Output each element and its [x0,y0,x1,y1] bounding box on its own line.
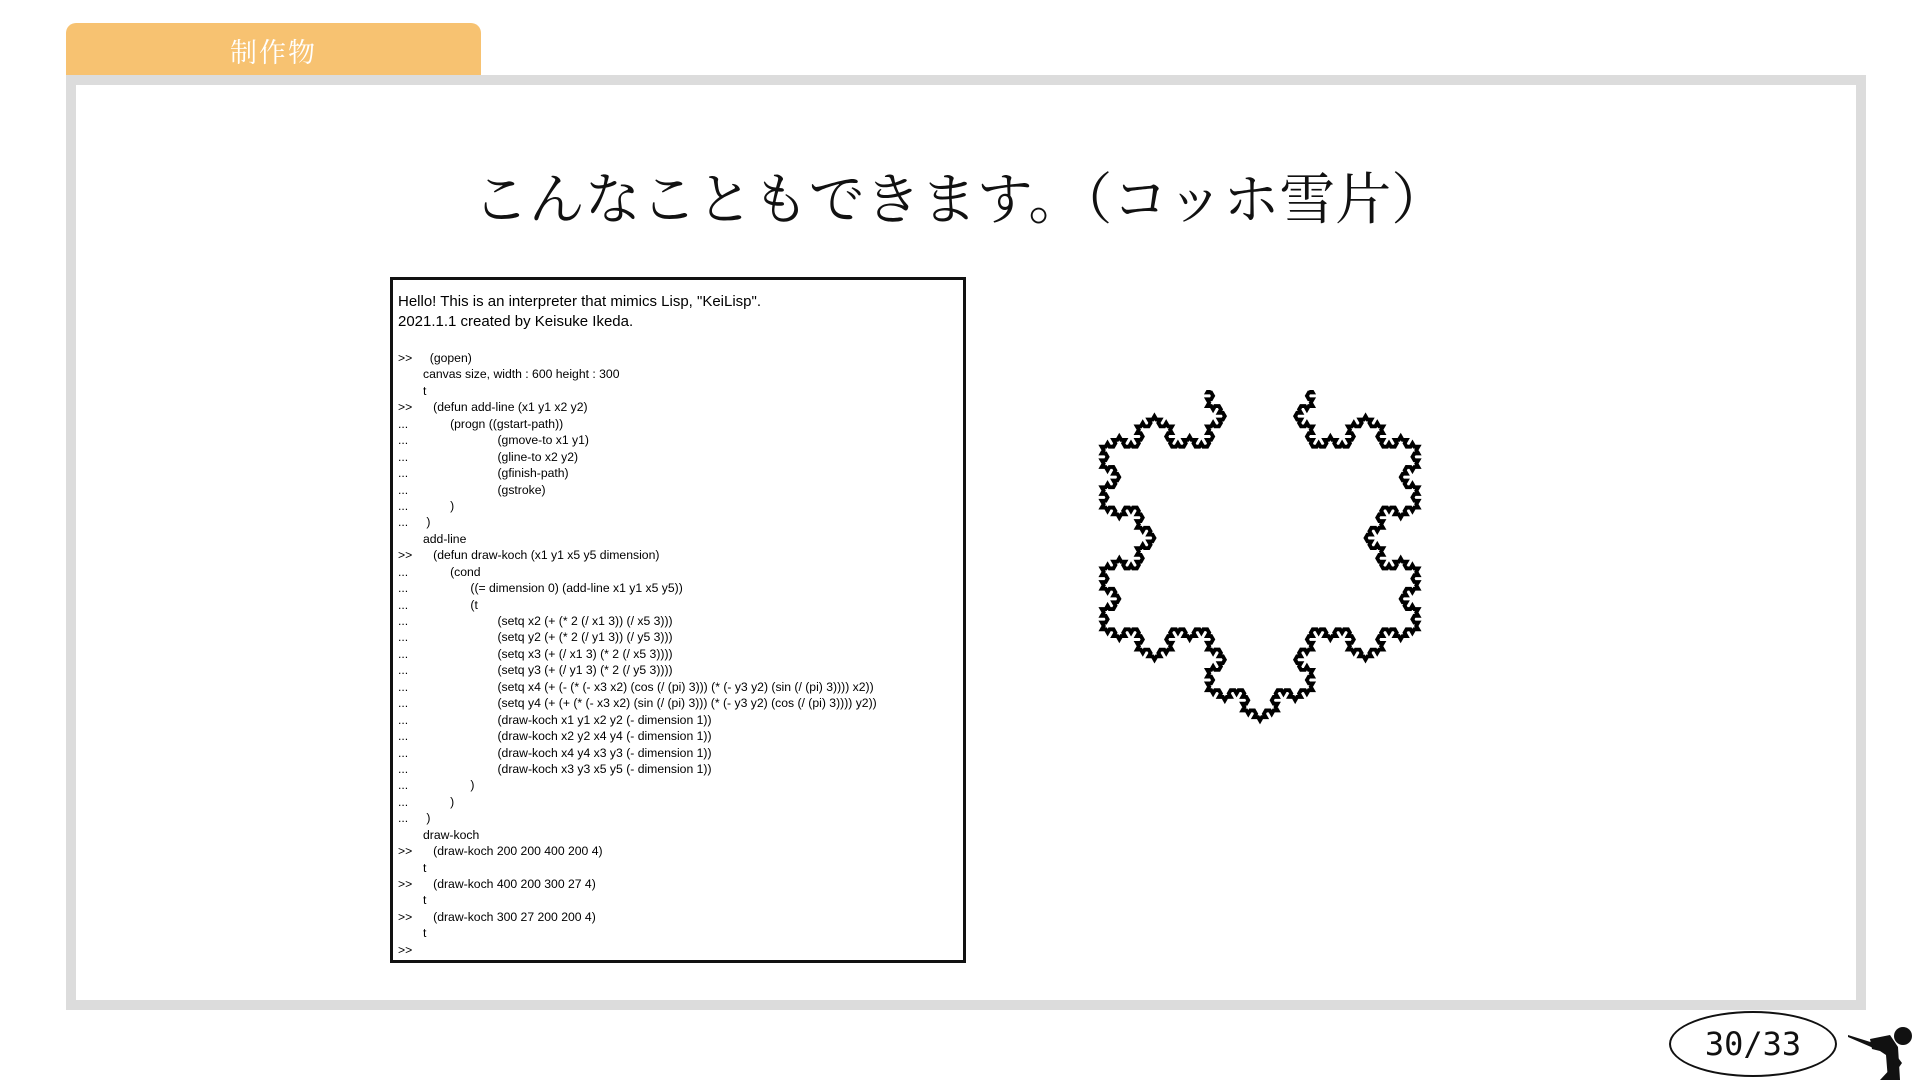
terminal-line [398,498,958,514]
terminal-line [398,728,958,744]
terminal-prompt: ... [398,679,409,694]
terminal-code: ) [423,811,431,826]
terminal-line [398,613,958,629]
terminal-code: (gline-to x2 y2) [423,449,579,464]
koch-snowflake-path [1102,390,1419,721]
terminal-prompt: ... [398,761,409,776]
terminal-line [398,531,958,547]
terminal-line [398,564,958,580]
terminal-prompt: ... [398,811,409,826]
terminal-line [398,679,958,695]
terminal-prompt: >> [398,909,413,924]
terminal-code: (draw-koch x2 y2 x4 y4 (- dimension 1)) [423,729,712,744]
terminal-code: (draw-koch 300 27 200 200 4) [423,909,596,924]
terminal-line [398,399,958,415]
terminal-line [398,629,958,645]
terminal-code: (gmove-to x1 y1) [423,433,589,448]
terminal-prompt: ... [398,630,409,645]
lisp-terminal [390,277,966,963]
terminal-prompt: >> [398,844,413,859]
terminal-line [398,777,958,793]
terminal-prompt: >> [398,877,413,891]
terminal-prompt: ... [398,597,409,612]
terminal-line [398,745,958,761]
terminal-prompt: >> [398,351,413,365]
presenter-pointing-icon [1840,1005,1920,1080]
terminal-prompt: ... [398,794,409,809]
terminal-lines [398,350,958,958]
terminal-line [398,366,958,382]
terminal-code: (cond [423,564,481,579]
terminal-prompt: ... [398,498,409,513]
terminal-line [398,942,958,958]
terminal-line [398,827,958,843]
terminal-prompt: ... [398,515,409,530]
terminal-code: (setq y2 (+ (* 2 (/ y1 3)) (/ y5 3))) [423,630,673,645]
terminal-code: draw-koch [423,827,480,842]
terminal-code: ) [423,794,455,809]
terminal-code: ((= dimension 0) (add-line x1 y1 x5 y5)) [423,581,683,596]
terminal-line [398,810,958,826]
terminal-line [398,662,958,678]
terminal-prompt: ... [398,449,409,464]
terminal-prompt: ... [398,416,409,431]
terminal-code: t [423,926,427,941]
terminal-prompt: ... [398,696,409,711]
terminal-prompt: ... [398,581,409,596]
terminal-line [398,597,958,613]
terminal-prompt: ... [398,712,409,727]
terminal-line [398,794,958,810]
terminal-code: (progn ((gstart-path)) [423,416,564,431]
terminal-line [398,416,958,432]
terminal-line [398,432,958,448]
terminal-code: ) [423,498,455,513]
terminal-line [398,876,958,892]
terminal-prompt: ... [398,646,409,661]
terminal-prompt: ... [398,466,409,481]
terminal-code: (setq y3 (+ (/ y1 3) (* 2 (/ y5 3)))) [423,663,673,678]
terminal-line [398,843,958,859]
terminal-intro-line: Hello! This is an interpreter that mimics Lisp, "KeiLisp". [398,293,762,310]
terminal-code: (draw-koch 200 200 400 200 4) [423,844,603,859]
section-tab: 制作物 [66,23,481,75]
terminal-code: canvas size, width : 600 height : 300 [423,367,620,382]
terminal-intro [398,292,958,332]
terminal-line [398,383,958,399]
slide-title: こんなこともできます。（コッホ雪片） [472,168,1448,233]
terminal-code: (setq x2 (+ (* 2 (/ x1 3)) (/ x5 3))) [423,614,673,628]
terminal-line [398,761,958,777]
koch-snowflake-figure [1070,390,1450,820]
terminal-code: (draw-koch x1 y1 x2 y2 (- dimension 1)) [423,712,712,727]
terminal-code: t [423,893,427,908]
terminal-code: ) [423,778,475,793]
terminal-line [398,695,958,711]
terminal-line [398,580,958,596]
terminal-prompt: ... [398,433,409,448]
terminal-code: ) [423,515,431,530]
terminal-code: (t [423,597,478,612]
terminal-prompt: ... [398,564,409,579]
terminal-code: (defun add-line (x1 y1 x2 y2) [423,400,588,415]
terminal-prompt: >> [398,942,413,957]
terminal-code: t [423,860,427,875]
terminal-prompt: ... [398,663,409,678]
terminal-line [398,547,958,563]
terminal-line [398,909,958,925]
terminal-code: (setq x4 (+ (- (* (- x3 x2) (cos (/ (pi) 3))) (* (- y3 y2) (sin (/ (pi) 3)))) x2)) [423,679,874,694]
terminal-prompt: ... [398,778,409,793]
terminal-line [398,514,958,530]
terminal-line [398,860,958,876]
terminal-line [398,712,958,728]
terminal-code: (draw-koch 400 200 300 27 4) [423,877,596,891]
terminal-line [398,892,958,908]
terminal-code: (draw-koch x3 y3 x5 y5 (- dimension 1)) [423,761,712,776]
terminal-code: (gopen) [423,351,472,365]
terminal-prompt: ... [398,729,409,744]
terminal-line [398,646,958,662]
terminal-code: (gfinish-path) [423,466,569,481]
terminal-line [398,449,958,465]
terminal-prompt: ... [398,614,409,628]
terminal-code: add-line [423,531,467,546]
terminal-code: (setq y4 (+ (+ (* (- x3 x2) (sin (/ (pi) 3))) (* (- y3 y2) (cos (/ (pi) 3)))) y2)) [423,696,877,711]
terminal-prompt: ... [398,745,409,760]
terminal-intro-line: 2021.1.1 created by Keisuke Ikeda. [398,313,634,330]
terminal-code: (draw-koch x4 y4 x3 y3 (- dimension 1)) [423,745,712,760]
terminal-line [398,465,958,481]
terminal-code: t [423,383,427,398]
terminal-prompt: >> [398,400,413,415]
terminal-prompt: >> [398,548,413,563]
page-counter: 30/33 [1669,1011,1837,1077]
terminal-prompt: ... [398,482,409,497]
terminal-code: (setq x3 (+ (/ x1 3) (* 2 (/ x5 3)))) [423,646,673,661]
terminal-line [398,925,958,941]
terminal-code: (defun draw-koch (x1 y1 x5 y5 dimension) [423,548,660,563]
terminal-line [398,350,958,366]
terminal-line [398,482,958,498]
terminal-code: (gstroke) [423,482,546,497]
